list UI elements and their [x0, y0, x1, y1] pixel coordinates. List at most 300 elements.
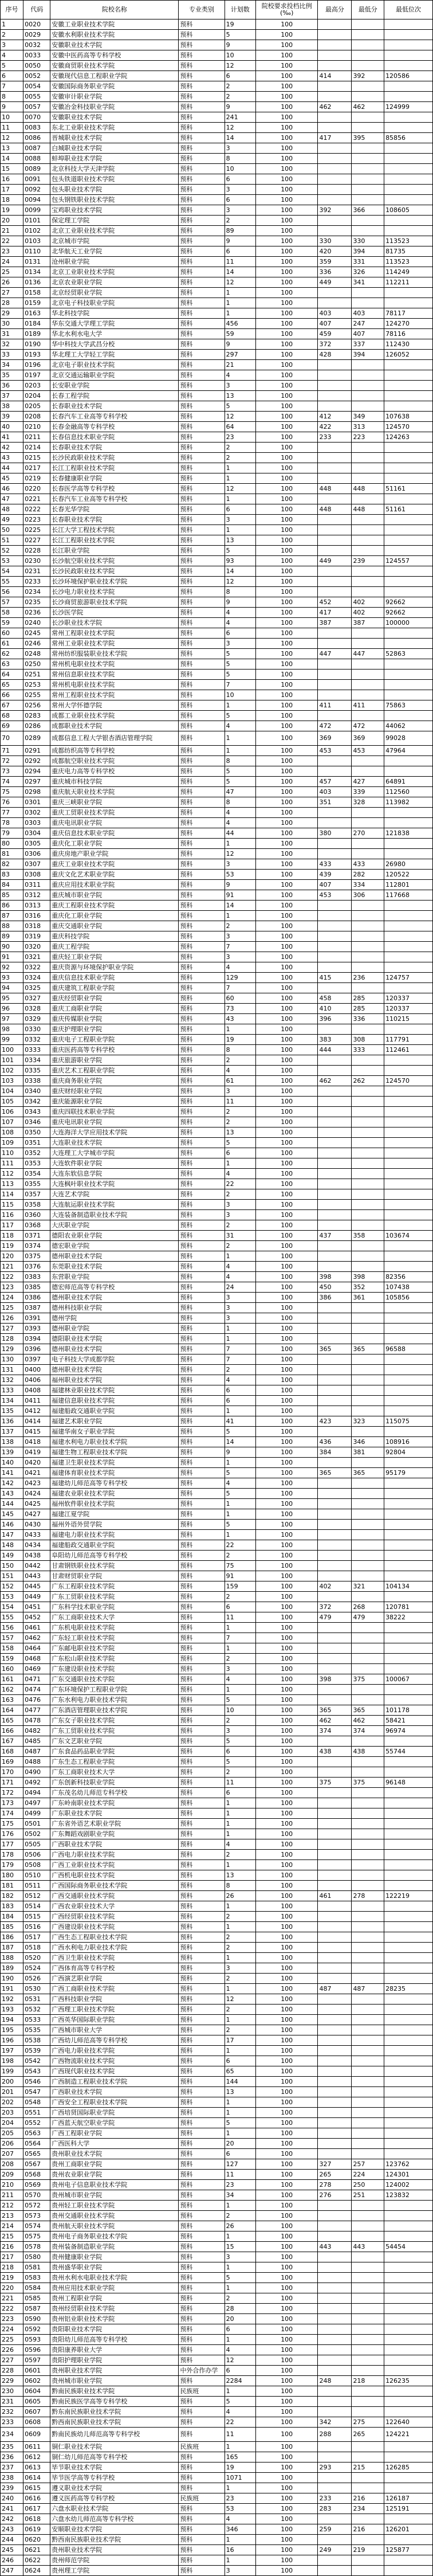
cell-max	[318, 1509, 352, 1520]
cell-min: 447	[352, 649, 384, 659]
cell-type: 预科	[179, 2066, 225, 2077]
cell-type: 预科	[179, 1148, 225, 1158]
cell-code: 0608	[23, 2417, 50, 2428]
cell-plan: 6	[225, 2149, 255, 2159]
cell-plan: 2	[225, 1716, 255, 1726]
cell-type: 预科	[179, 1489, 225, 1499]
cell-seq: 38	[1, 401, 23, 412]
cell-min	[352, 983, 384, 993]
cell-seq: 55	[1, 577, 23, 587]
cell-plan: 5	[225, 546, 255, 556]
cell-ratio: 100	[255, 556, 318, 566]
cell-name: 广西物流职业技术学院	[50, 2056, 179, 2066]
cell-rank: 107438	[384, 1282, 433, 1293]
cell-min: 448	[352, 504, 384, 515]
cell-seq: 13	[1, 143, 23, 154]
cell-min	[352, 1798, 384, 1808]
cell-max: 437	[318, 1231, 352, 1241]
cell-ratio: 100	[255, 839, 318, 849]
cell-seq: 187	[1, 1943, 23, 1953]
cell-code: 0298	[23, 787, 50, 797]
cell-type: 预科	[179, 1344, 225, 1354]
cell-seq: 24	[1, 257, 23, 267]
cell-ratio: 100	[255, 1623, 318, 1633]
table-row	[1, 2077, 433, 2087]
cell-plan: 1	[225, 2535, 255, 2545]
cell-ratio: 100	[255, 962, 318, 973]
cell-rank	[384, 1189, 433, 1200]
cell-min	[352, 1912, 384, 1922]
cell-min	[352, 61, 384, 71]
cell-type: 预科	[179, 2314, 225, 2324]
cell-min: 395	[352, 133, 384, 143]
cell-type: 预科	[179, 1984, 225, 1994]
cell-min	[352, 1375, 384, 1385]
cell-rank	[384, 50, 433, 61]
cell-code: 0538	[23, 2035, 50, 2046]
cell-max: 415	[318, 973, 352, 983]
cell-name: 广西科技职业学院	[50, 1994, 179, 2005]
cell-min	[352, 1427, 384, 1437]
cell-name: 广东工贸职业技术学院	[50, 1726, 179, 1736]
cell-plan: 1	[225, 2442, 255, 2452]
table-row	[1, 1427, 433, 1437]
cell-max: 410	[318, 1004, 352, 1014]
cell-rank	[384, 1922, 433, 1932]
cell-min	[352, 1571, 384, 1581]
cell-ratio: 100	[255, 2483, 318, 2493]
cell-seq: 185	[1, 1922, 23, 1932]
cell-min	[352, 2345, 384, 2355]
cell-type: 预科	[179, 1334, 225, 1344]
cell-code: 0248	[23, 649, 50, 659]
cell-type: 预科	[179, 195, 225, 205]
cell-type: 预科	[179, 1231, 225, 1241]
cell-seq: 175	[1, 1819, 23, 1829]
cell-min: 333	[352, 1045, 384, 1055]
cell-type: 预科	[179, 808, 225, 818]
cell-type: 预科	[179, 849, 225, 859]
cell-seq: 94	[1, 983, 23, 993]
cell-name: 重庆经贸职业学院	[50, 993, 179, 1004]
cell-plan: 1	[225, 1334, 255, 1344]
cell-name: 包头钢铁职业技术学院	[50, 195, 179, 205]
table-row	[1, 1881, 433, 1891]
cell-rank	[384, 2366, 433, 2376]
cell-ratio: 100	[255, 123, 318, 133]
cell-max: 428	[318, 350, 352, 360]
cell-max: 452	[318, 597, 352, 608]
cell-type: 预科	[179, 350, 225, 360]
cell-name: 重庆城市科技学院	[50, 777, 179, 787]
cell-type: 预科	[179, 288, 225, 298]
table-row	[1, 1984, 433, 1994]
cell-seq: 95	[1, 993, 23, 1004]
cell-plan: 9	[225, 102, 255, 112]
cell-seq: 241	[1, 2504, 23, 2514]
cell-seq: 118	[1, 1231, 23, 1241]
cell-seq: 127	[1, 1324, 23, 1334]
cell-name: 广东机电职业技术学院	[50, 1623, 179, 1633]
cell-name: 长江工程职业技术学院	[50, 535, 179, 546]
table-row	[1, 401, 433, 412]
cell-code: 0050	[23, 61, 50, 71]
cell-ratio: 100	[255, 818, 318, 828]
cell-ratio: 100	[255, 102, 318, 112]
cell-min: 453	[352, 746, 384, 756]
cell-rank	[384, 391, 433, 401]
cell-rank	[384, 216, 433, 226]
cell-ratio: 100	[255, 1602, 318, 1612]
cell-ratio: 100	[255, 1943, 318, 1953]
cell-rank	[384, 1819, 433, 1829]
cell-seq: 88	[1, 921, 23, 931]
cell-name: 重庆文化艺术职业学院	[50, 870, 179, 880]
cell-type: 民族班	[179, 2442, 225, 2452]
cell-name: 贵州经贸职业技术学院	[50, 2304, 179, 2314]
cell-max	[318, 1994, 352, 2005]
cell-name: 黔东南民族职业技术学院	[50, 2407, 179, 2417]
cell-max: 248	[318, 2376, 352, 2386]
cell-name: 广西经贸职业技术学院	[50, 1912, 179, 1922]
cell-name: 华北水利水电大学	[50, 329, 179, 339]
cell-plan: 2	[225, 92, 255, 102]
cell-type: 预科	[179, 81, 225, 92]
cell-min	[352, 2097, 384, 2108]
cell-code: 0575	[23, 2232, 50, 2242]
cell-name: 长江工程职业技术学院	[50, 463, 179, 473]
cell-max	[318, 2345, 352, 2355]
cell-code: 0596	[23, 2345, 50, 2355]
cell-max	[318, 2283, 352, 2293]
cell-code: 0419	[23, 1447, 50, 1458]
table-row	[1, 19, 433, 30]
cell-rank	[384, 143, 433, 154]
cell-min: 251	[352, 2190, 384, 2201]
cell-plan: 1	[225, 1643, 255, 1654]
cell-type: 预科	[179, 911, 225, 921]
cell-code: 0487	[23, 1747, 50, 1757]
cell-min	[352, 942, 384, 952]
table-row	[1, 1014, 433, 1024]
cell-rank	[384, 1354, 433, 1365]
cell-seq: 143	[1, 1489, 23, 1499]
cell-max	[318, 1685, 352, 1695]
cell-rank	[384, 2262, 433, 2273]
cell-max: 407	[318, 319, 352, 329]
cell-max	[318, 628, 352, 639]
cell-type: 预科	[179, 2128, 225, 2139]
cell-name: 北京工业职业技术学院	[50, 226, 179, 236]
cell-code: 0474	[23, 1685, 50, 1695]
cell-code: 0091	[23, 174, 50, 185]
cell-type: 预科	[179, 2407, 225, 2417]
cell-max	[318, 1189, 352, 1200]
cell-rank	[384, 1881, 433, 1891]
cell-name: 重庆资源与环境保护职业学院	[50, 962, 179, 973]
cell-plan: 165	[225, 2452, 255, 2463]
cell-rank	[384, 2314, 433, 2324]
cell-type: 预科	[179, 2324, 225, 2335]
cell-name: 广东女子职业技术学院	[50, 1716, 179, 1726]
cell-type: 预科	[179, 2139, 225, 2149]
cell-min: 411	[352, 700, 384, 711]
cell-ratio: 100	[255, 1551, 318, 1561]
cell-type: 预科	[179, 1241, 225, 1251]
cell-ratio: 100	[255, 463, 318, 473]
table-row	[1, 2015, 433, 2025]
cell-type: 预科	[179, 962, 225, 973]
cell-max	[318, 2314, 352, 2324]
cell-seq: 33	[1, 350, 23, 360]
cell-plan: 2	[225, 1912, 255, 1922]
cell-name: 贵州城市职业学院	[50, 2190, 179, 2201]
table-row	[1, 901, 433, 911]
cell-code: 0204	[23, 391, 50, 401]
cell-type: 预科	[179, 1922, 225, 1932]
cell-plan: 3	[225, 859, 255, 870]
cell-plan: 5	[225, 1468, 255, 1478]
cell-ratio: 100	[255, 1437, 318, 1447]
cell-name: 广西培贤国际职业学院	[50, 2108, 179, 2118]
cell-code: 0400	[23, 1365, 50, 1375]
cell-seq: 180	[1, 1870, 23, 1881]
cell-type: 预科	[179, 608, 225, 618]
cell-type: 预科	[179, 2232, 225, 2242]
cell-plan: 19	[225, 1035, 255, 1045]
cell-seq: 144	[1, 1499, 23, 1509]
cell-type: 预科	[179, 1767, 225, 1778]
cell-code: 0020	[23, 19, 50, 30]
cell-seq: 204	[1, 2118, 23, 2128]
cell-rank	[384, 1509, 433, 1520]
cell-min	[352, 2221, 384, 2232]
cell-rank	[384, 1117, 433, 1128]
cell-max: 372	[318, 339, 352, 350]
cell-min: 223	[352, 432, 384, 443]
cell-min	[352, 952, 384, 962]
cell-code: 0303	[23, 818, 50, 828]
cell-type: 预科	[179, 566, 225, 577]
cell-code: 0532	[23, 2005, 50, 2015]
cell-max	[318, 2211, 352, 2221]
cell-ratio: 100	[255, 2545, 318, 2555]
table-row	[1, 484, 433, 494]
table-row	[1, 2211, 433, 2221]
cell-plan: 4	[225, 2345, 255, 2355]
cell-min	[352, 1024, 384, 1035]
cell-seq: 137	[1, 1427, 23, 1437]
cell-rank: 105856	[384, 1293, 433, 1303]
cell-code: 0438	[23, 1551, 50, 1561]
cell-rank	[384, 2335, 433, 2345]
cell-ratio: 100	[255, 1251, 318, 1262]
cell-max	[318, 2355, 352, 2366]
table-row	[1, 1416, 433, 1427]
cell-ratio: 100	[255, 1086, 318, 1097]
cell-name: 重庆信息技术职业学院	[50, 828, 179, 839]
cell-seq: 85	[1, 890, 23, 901]
cell-rank: 108605	[384, 205, 433, 216]
cell-name: 广西职业技术学院	[50, 2087, 179, 2097]
cell-name: 广西制造工程职业技术学院	[50, 2077, 179, 2087]
cell-rank	[384, 2232, 433, 2242]
cell-max: 447	[318, 649, 352, 659]
cell-min	[352, 143, 384, 154]
cell-ratio: 100	[255, 2087, 318, 2097]
cell-ratio: 100	[255, 942, 318, 952]
cell-code: 0476	[23, 1695, 50, 1705]
cell-min	[352, 1881, 384, 1891]
cell-min	[352, 680, 384, 690]
cell-max: 412	[318, 412, 352, 422]
cell-max: 383	[318, 1035, 352, 1045]
cell-max	[318, 818, 352, 828]
cell-code: 0219	[23, 473, 50, 484]
cell-seq: 212	[1, 2201, 23, 2211]
cell-max: 422	[318, 422, 352, 432]
cell-seq: 172	[1, 1788, 23, 1798]
cell-type: 预科	[179, 870, 225, 880]
cell-seq: 226	[1, 2345, 23, 2355]
cell-max	[318, 1324, 352, 1334]
cell-name: 德州学院	[50, 1313, 179, 1324]
cell-plan: 7	[225, 942, 255, 952]
cell-min	[352, 1695, 384, 1705]
cell-ratio: 100	[255, 1912, 318, 1922]
cell-seq: 199	[1, 2066, 23, 2077]
cell-max: 327	[318, 2159, 352, 2170]
cell-ratio: 100	[255, 1540, 318, 1551]
cell-code: 0386	[23, 1293, 50, 1303]
cell-ratio: 100	[255, 112, 318, 123]
cell-min	[352, 1932, 384, 1943]
cell-min	[352, 1643, 384, 1654]
table-row	[1, 2180, 433, 2190]
cell-type: 预科	[179, 1468, 225, 1478]
cell-seq: 96	[1, 1004, 23, 1014]
cell-type: 预科	[179, 731, 225, 746]
cell-seq: 134	[1, 1396, 23, 1406]
cell-max	[318, 154, 352, 164]
cell-min: 374	[352, 1726, 384, 1736]
cell-type: 预科	[179, 639, 225, 649]
table-row	[1, 432, 433, 443]
cell-seq: 160	[1, 1664, 23, 1674]
cell-rank	[384, 288, 433, 298]
cell-max: 249	[318, 2545, 352, 2555]
table-row	[1, 859, 433, 870]
cell-seq: 231	[1, 2397, 23, 2407]
cell-min: 365	[352, 1468, 384, 1478]
cell-code: 0578	[23, 2242, 50, 2252]
cell-rank	[384, 123, 433, 133]
cell-code: 0508	[23, 1860, 50, 1870]
cell-rank	[384, 766, 433, 777]
cell-name: 重庆电子工程职业学院	[50, 1035, 179, 1045]
cell-seq: 111	[1, 1158, 23, 1169]
table-row	[1, 1767, 433, 1778]
cell-seq: 29	[1, 308, 23, 319]
table-row	[1, 2046, 433, 2056]
cell-ratio: 100	[255, 298, 318, 308]
cell-name: 福建船政交通职业学院	[50, 1540, 179, 1551]
cell-min	[352, 174, 384, 185]
cell-min	[352, 1396, 384, 1406]
cell-min	[352, 2397, 384, 2407]
cell-rank	[384, 1200, 433, 1210]
table-row	[1, 1076, 433, 1086]
cell-name: 重庆财经职业学院	[50, 1086, 179, 1097]
cell-name: 重庆三峡职业学院	[50, 797, 179, 808]
cell-max	[318, 81, 352, 92]
cell-rank	[384, 360, 433, 370]
cell-name: 德州科技职业学院	[50, 1303, 179, 1313]
table-row	[1, 2221, 433, 2232]
cell-seq: 121	[1, 1262, 23, 1272]
cell-min: 321	[352, 1581, 384, 1592]
cell-type: 预科	[179, 154, 225, 164]
cell-max	[318, 1623, 352, 1633]
cell-code: 0353	[23, 1158, 50, 1169]
cell-ratio: 100	[255, 711, 318, 721]
cell-plan: 8	[225, 1881, 255, 1891]
cell-rank	[384, 453, 433, 463]
cell-rank	[384, 1024, 433, 1035]
cell-plan: 2	[225, 1117, 255, 1128]
cell-plan: 43	[225, 1014, 255, 1024]
cell-seq: 34	[1, 360, 23, 370]
table-row	[1, 2283, 433, 2293]
cell-type: 预科	[179, 1138, 225, 1148]
cell-rank	[384, 1540, 433, 1551]
cell-seq: 147	[1, 1530, 23, 1540]
cell-name: 成都职业技术学院	[50, 721, 179, 731]
cell-max	[318, 19, 352, 30]
cell-max	[318, 2262, 352, 2273]
cell-name: 贵州轻工职业技术学院	[50, 2201, 179, 2211]
cell-type: 预科	[179, 50, 225, 61]
cell-type: 预科	[179, 1014, 225, 1024]
cell-code: 0622	[23, 2555, 50, 2566]
cell-rank	[384, 587, 433, 597]
cell-code: 0442	[23, 1561, 50, 1571]
cell-rank: 114249	[384, 267, 433, 277]
cell-name: 长沙商贸旅游职业技术学院	[50, 597, 179, 608]
cell-min: 487	[352, 1984, 384, 1994]
cell-plan: 1	[225, 700, 255, 711]
cell-seq: 103	[1, 1076, 23, 1086]
cell-plan: 1	[225, 1953, 255, 1963]
cell-min	[352, 1623, 384, 1633]
cell-max: 438	[318, 1747, 352, 1757]
cell-name: 福建水利电力职业技术学院	[50, 1437, 179, 1447]
cell-seq: 42	[1, 443, 23, 453]
cell-max: 402	[318, 1581, 352, 1592]
cell-plan: 1	[225, 1406, 255, 1416]
table-row	[1, 1200, 433, 1210]
cell-type: 预科	[179, 2180, 225, 2190]
cell-max	[318, 1860, 352, 1870]
cell-max: 233	[318, 432, 352, 443]
cell-code: 0518	[23, 1943, 50, 1953]
cell-ratio: 100	[255, 587, 318, 597]
cell-type: 预科	[179, 2242, 225, 2252]
cell-ratio: 100	[255, 277, 318, 288]
cell-max: 233	[318, 2493, 352, 2504]
cell-max: 276	[318, 2190, 352, 2201]
cell-code: 0469	[23, 1664, 50, 1674]
